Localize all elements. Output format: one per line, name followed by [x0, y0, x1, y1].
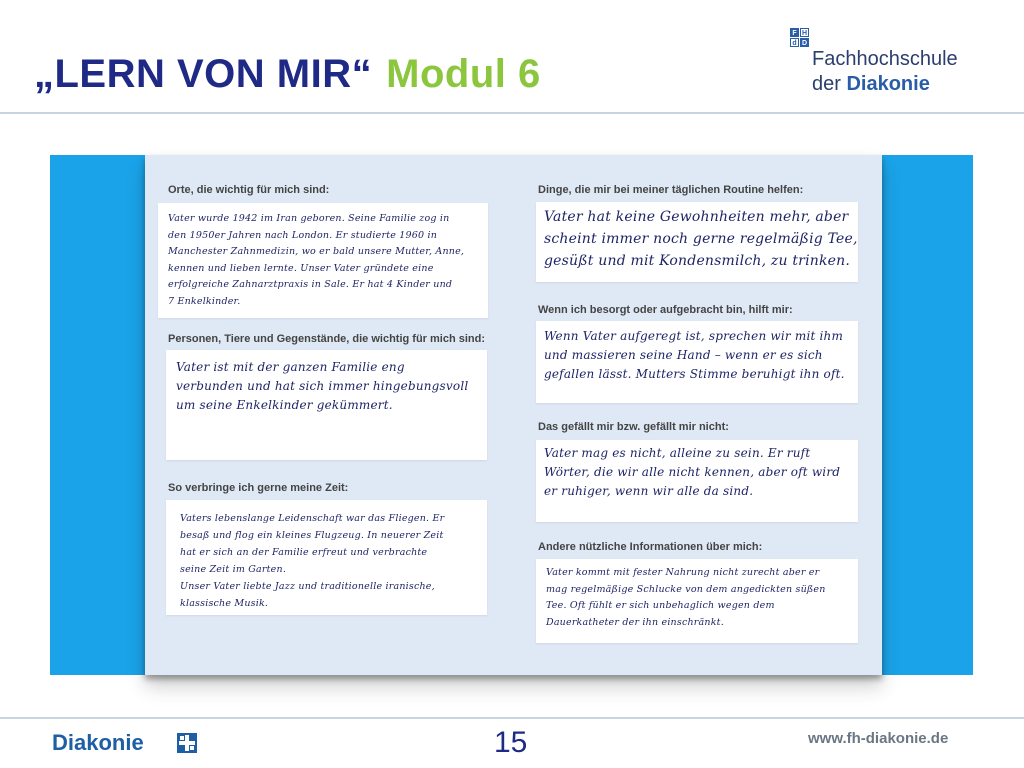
footer-divider	[0, 717, 1024, 719]
box-besorgt	[536, 321, 858, 403]
label-orte: Orte, die wichtig für mich sind:	[168, 184, 330, 196]
label-personen: Personen, Tiere und Gegenstände, die wichtig für mich sind:	[168, 333, 486, 345]
box-orte	[158, 203, 488, 318]
box-personen	[166, 350, 487, 460]
slide-title	[34, 52, 541, 97]
box-andere	[536, 559, 858, 643]
title-main: „LERN VON MIR“	[34, 52, 373, 96]
label-andere: Andere nützliche Informationen über mich:	[538, 541, 763, 553]
box-gefaellt	[536, 440, 858, 522]
box-zeit	[166, 500, 487, 615]
diakonie-footer-logo	[52, 730, 144, 758]
fh-diakonie-logo	[790, 28, 990, 100]
text-personen: Vater ist mit der ganzen Familie eng verbunden und hat sich immer hingebungsvoll um seine Enkelkinder gekümmert.	[176, 360, 469, 412]
text-routine: Vater hat keine Gewohnheiten mehr, aber scheint immer noch gerne regelmäßig Tee, gesüßt und mit Kondensmilch, zu trinken.	[544, 209, 858, 269]
text-zeit: Vaters lebenslange Leidenschaft war das Fliegen. Er besaß und flog ein kleines Flugzeug. In neuerer Zeit hat er sich an der Familie erfreut und verbrachte seine Zeit im Garten. Unser Vater liebte Jazz und traditionelle iranische, klassische Musik.	[180, 513, 445, 609]
profile-card	[145, 155, 882, 675]
fhd-monogram-icon: F H d D	[790, 28, 810, 48]
footer-url[interactable]: www.fh-diakonie.de	[808, 730, 949, 747]
page-number: 15	[494, 726, 528, 759]
logo-line1: Fachhochschule	[812, 48, 958, 70]
header-divider	[0, 112, 1024, 114]
diakonie-brand: Diakonie	[52, 730, 144, 755]
box-routine	[536, 202, 858, 282]
text-besorgt: Wenn Vater aufgeregt ist, sprechen wir mit ihm und massieren seine Hand – wenn er es sich gefallen lässt. Mutters Stimme beruhigt ihn oft.	[544, 329, 845, 381]
diakonie-cross-icon	[177, 733, 197, 753]
label-besorgt: Wenn ich besorgt oder aufgebracht bin, hilft mir:	[538, 304, 793, 316]
logo-line2: der Diakonie	[812, 73, 930, 95]
title-module: Modul 6	[386, 52, 541, 96]
label-zeit: So verbringe ich gerne meine Zeit:	[168, 482, 349, 494]
text-orte: Vater wurde 1942 im Iran geboren. Seine Familie zog in den 1950er Jahren nach London. Er studierte 1960 in Manchester Zahnmedizin, wo er bald unsere Mutter, Anne, kennen und lieben lernte. Unser Vater gründete eine erfolgreiche Zahnarztpraxis in Sale. Er hat 4 Kinder und 7 Enkelkinder.	[168, 213, 465, 307]
label-routine: Dinge, die mir bei meiner täglichen Routine helfen:	[538, 184, 804, 196]
label-gefaellt: Das gefällt mir bzw. gefällt mir nicht:	[538, 421, 729, 433]
text-andere: Vater kommt mit fester Nahrung nicht zurecht aber er mag regelmäßige Schlucke von dem angedickten süßen Tee. Oft fühlt er sich unbehaglich wegen dem Dauerkatheter der ihn einschränkt.	[546, 567, 826, 628]
text-gefaellt: Vater mag es nicht, alleine zu sein. Er ruft Wörter, die wir alle nicht kennen, aber oft wird er ruhiger, wenn wir alle da sind.	[544, 446, 841, 498]
